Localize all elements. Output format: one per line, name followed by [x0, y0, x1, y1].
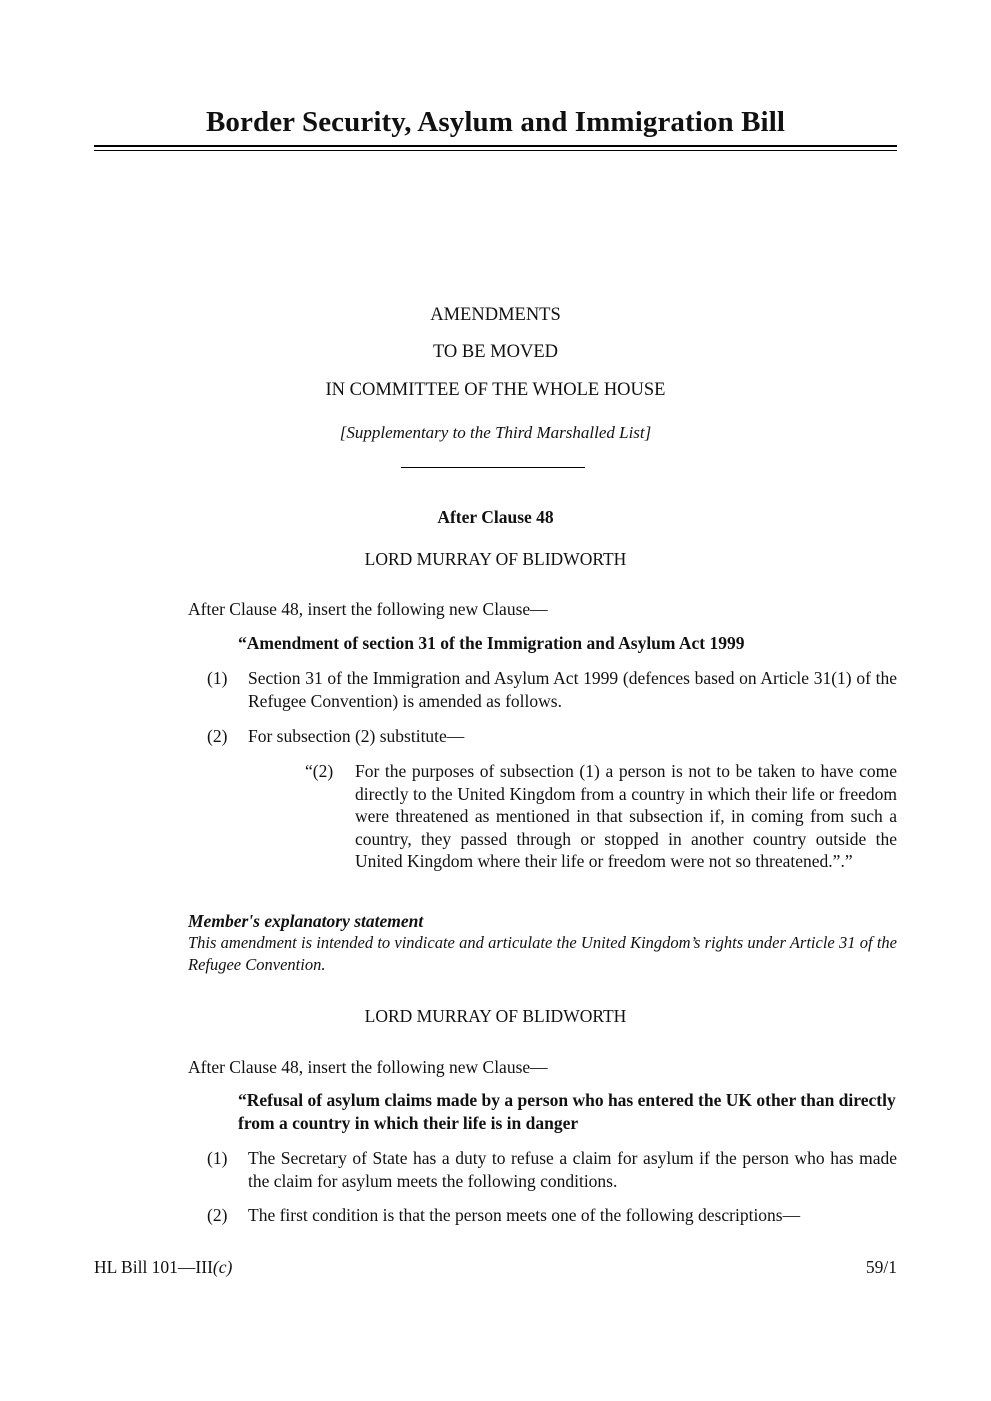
amendment-1-sub2-number: (2) — [207, 726, 228, 746]
amendment-1-mover: LORD MURRAY OF BLIDWORTH — [364, 549, 627, 569]
amendment-2-clause-title: “Refusal of asylum claims made by a person who has entered the UK other than directly from a country in which their life is in danger — [238, 1090, 896, 1133]
amendment-2-sub1-number: (1) — [207, 1148, 228, 1168]
amendment-2-sub2-number: (2) — [207, 1205, 228, 1225]
amendment-2-intro: After Clause 48, insert the following new Clause— — [188, 1057, 548, 1077]
explanatory-statement-title: Member's explanatory statement — [188, 911, 424, 931]
page-reference: 59/1 — [865, 1257, 897, 1277]
amendment-1-sub1-number: (1) — [207, 668, 228, 688]
amendments-heading: AMENDMENTS — [430, 305, 561, 325]
amendment-2-sub2-text: The first condition is that the person meets one of the following descriptions— — [248, 1205, 801, 1225]
bill-title: Border Security, Asylum and Immigration Bill — [205, 106, 786, 138]
bill-reference-suffix: (c) — [212, 1257, 233, 1277]
title-rule-thick — [94, 145, 897, 147]
to-be-moved-heading: TO BE MOVED — [432, 342, 559, 362]
inserted-subsection-text: For the purposes of subsection (1) a person is not to be taken to have come directly to the United Kingdom from a country in which their life or freedom were threatened as mentioned in that subsection if, in coming from such a country, they passed through or stopped in another country outside the United Kingdom where their life or freedom were not so threatened.”.” — [355, 761, 897, 871]
bill-reference-main: HL Bill 101—III — [94, 1257, 213, 1277]
bill-reference — [94, 1257, 232, 1278]
section-heading: After Clause 48 — [437, 507, 554, 527]
inserted-subsection-number: “(2) — [305, 761, 334, 781]
amendment-1-clause-title: “Amendment of section 31 of the Immigration and Asylum Act 1999 — [238, 633, 745, 653]
amendment-1-sub2-text: For subsection (2) substitute— — [248, 726, 465, 746]
amendment-1-intro: After Clause 48, insert the following new Clause— — [188, 599, 548, 619]
committee-heading: IN COMMITTEE OF THE WHOLE HOUSE — [325, 380, 666, 400]
amendment-2-mover: LORD MURRAY OF BLIDWORTH — [364, 1006, 627, 1026]
supplementary-note: [Supplementary to the Third Marshalled List] — [339, 423, 652, 442]
explanatory-statement-text: This amendment is intended to vindicate and articulate the United Kingdom’s rights under Article 31 of the Refugee Convention. — [188, 933, 897, 974]
amendment-1-sub1-text: Section 31 of the Immigration and Asylum Act 1999 (defences based on Article 31(1) of the Refugee Convention) is amended as follows. — [248, 668, 897, 711]
title-rule-thin — [94, 150, 897, 151]
section-divider — [401, 467, 585, 468]
amendment-2-sub1-text: The Secretary of State has a duty to refuse a claim for asylum if the person who has made the claim for asylum meets the following conditions. — [248, 1148, 897, 1191]
